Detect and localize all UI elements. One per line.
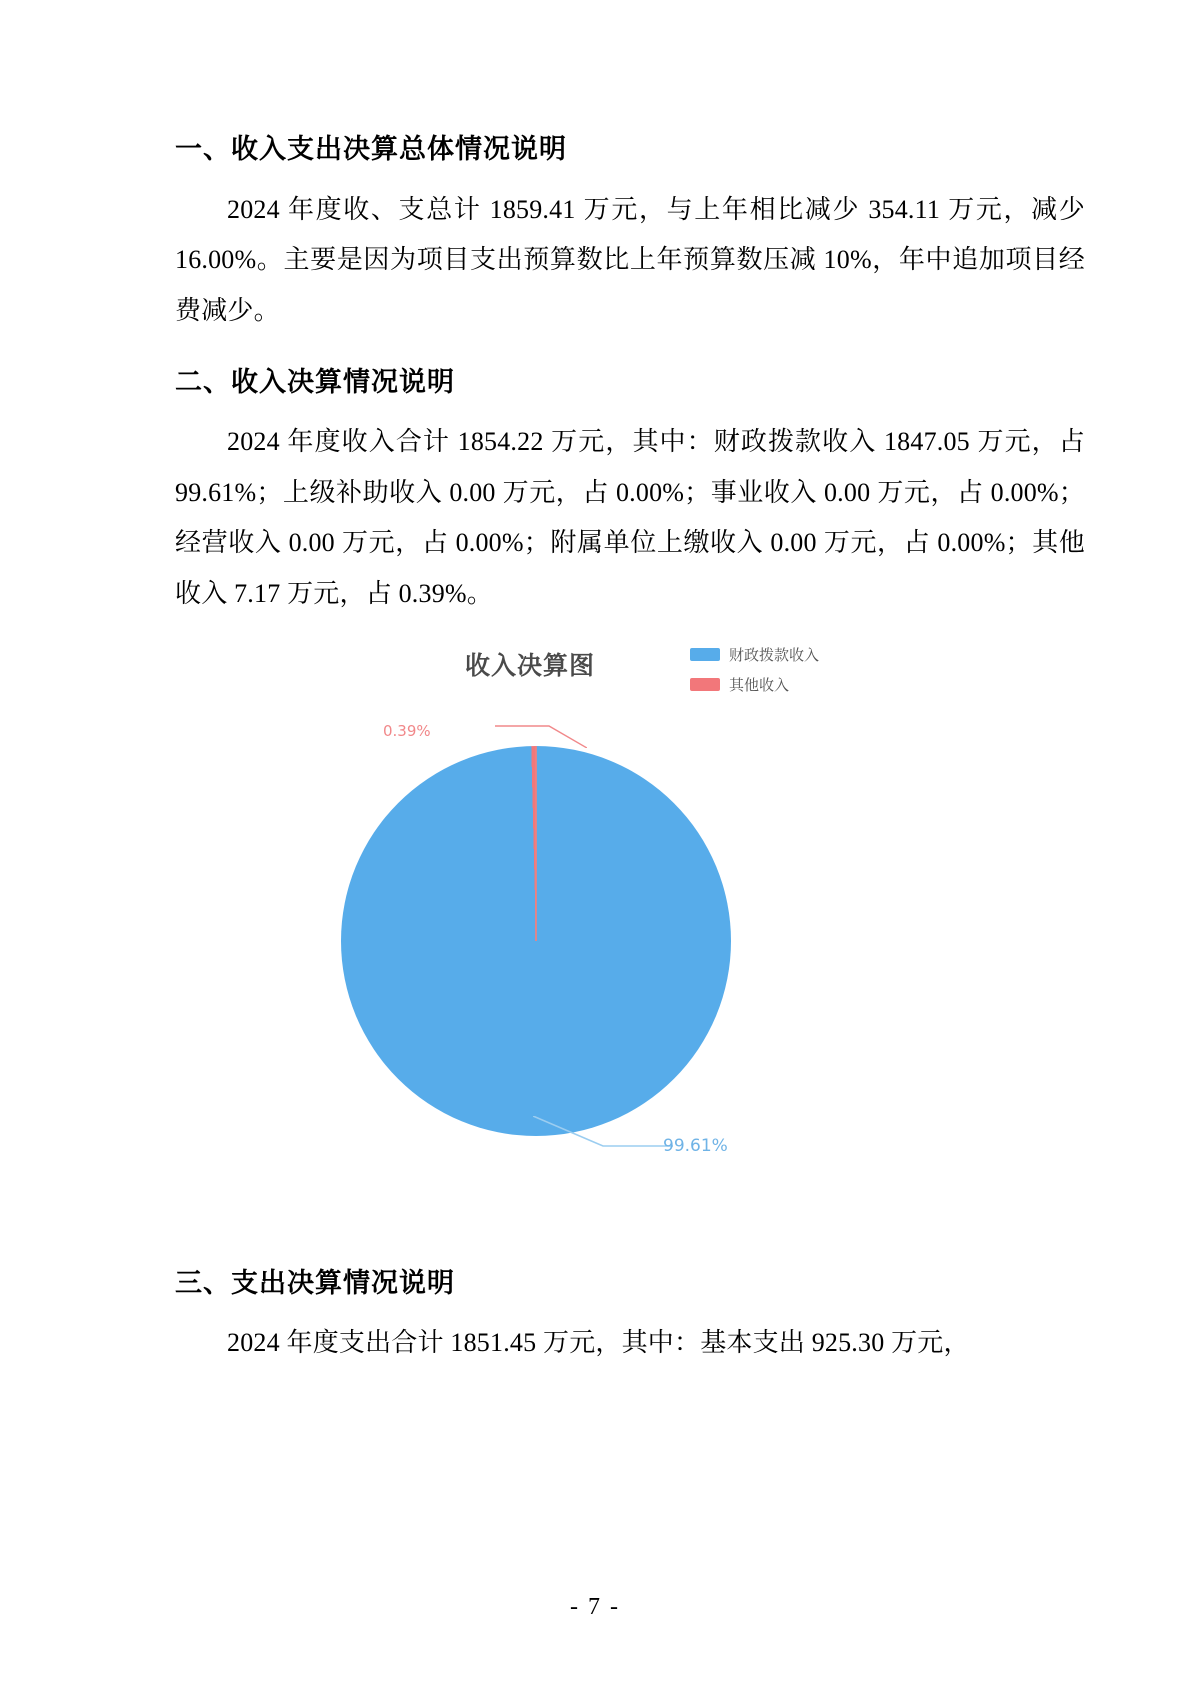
legend-label-0: 财政拨款收入 <box>729 645 820 664</box>
section-heading-1: 一、收入支出决算总体情况说明 <box>175 134 567 165</box>
legend-swatch-icon <box>690 678 720 691</box>
income-pie-chart <box>175 638 1085 1238</box>
spacer <box>175 1238 1085 1264</box>
pie-label-other: 0.39% <box>383 721 431 740</box>
pie-graphic <box>341 721 731 1156</box>
legend-label-1: 其他收入 <box>729 675 790 694</box>
pie-slice-other <box>535 746 537 941</box>
section-1-paragraph-1: 2024 年度收、支总计 1859.41 万元，与上年相比减少 354.11 万元，减少 16.00%。主要是因为项目支出预算数比上年预算数压减 10%，年中追加项目经费减少。 <box>175 194 1085 325</box>
pie-label-fiscal: 99.61% <box>663 1135 728 1156</box>
page-number: - 7 - <box>570 1594 620 1620</box>
section-3-paragraph-1: 2024 年度支出合计 1851.45 万元，其中：基本支出 925.30 万元， <box>227 1328 970 1358</box>
legend-item-0 <box>690 644 819 665</box>
legend-swatch-icon <box>690 648 720 661</box>
legend-item-1 <box>690 674 819 695</box>
leader-line-small <box>491 722 587 748</box>
section-heading-3: 三、支出决算情况说明 <box>175 1267 455 1299</box>
leader-line-big <box>533 1116 673 1156</box>
section-heading-2: 二、收入决算情况说明 <box>175 366 455 398</box>
chart-title: 收入决算图 <box>465 650 596 680</box>
chart-legend <box>690 644 819 704</box>
section-2-paragraph-1: 2024 年度收入合计 1854.22 万元，其中：财政拨款收入 1847.05 万元，占 99.61%；上级补助收入 0.00 万元，占 0.00%；事业收入 0.00 万元，占 0.00%；经营收入 0.00 万元，占 0.00%；附属单位上缴收入 0.00 万元，占 0.00%；其他收入 7.17 万元，占 0.39%。 <box>175 427 1085 609</box>
spacer <box>175 347 1085 363</box>
